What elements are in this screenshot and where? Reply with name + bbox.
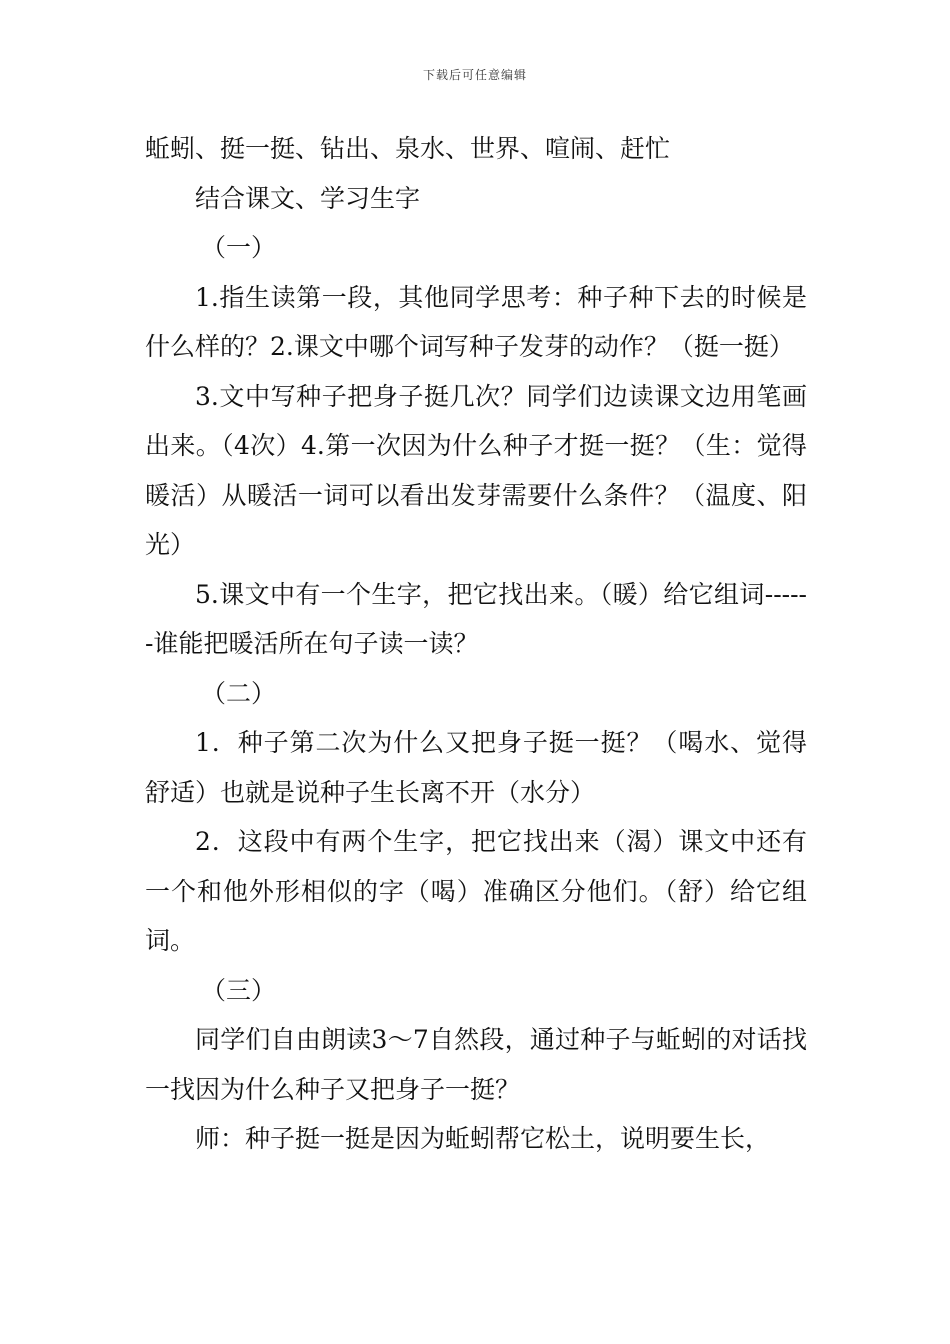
vocabulary-line: 蚯蚓、挺一挺、钻出、泉水、世界、喧闹、赶忙 <box>145 134 671 163</box>
paragraph: 1．种子第二次为什么又把身子挺一挺？（喝水、觉得舒适）也就是说种子生长离不开（水分） <box>145 728 807 807</box>
paragraph: 5.课文中有一个生字，把它找出来。（暖）给它组词------谁能把暖活所在句子读一读？ <box>145 579 807 658</box>
section-heading: 结合课文、学习生字 <box>195 183 421 213</box>
page-header: 下载后可任意编辑 <box>422 68 527 82</box>
paragraph: 师：种子挺一挺是因为蚯蚓帮它松土，说明要生长， <box>195 1124 771 1153</box>
part-three-label: （三） <box>201 975 277 1005</box>
paragraph: 同学们自由朗读3～7自然段，通过种子与蚯蚓的对话找一找因为什么种子又把身子一挺？ <box>145 1025 807 1104</box>
document-body <box>145 124 807 1164</box>
paragraph: 2．这段中有两个生字，把它找出来（渴）课文中还有一个和他外形相似的字（喝）准确区分他们。（舒）给它组词。 <box>145 827 807 955</box>
part-one-label: （一） <box>201 233 277 262</box>
part-two-label: （二） <box>201 678 277 708</box>
paragraph: 3.文中写种子把身子挺几次？同学们边读课文边用笔画出来。（4次）4.第一次因为什么种子才挺一挺？（生：觉得暖活）从暖活一词可以看出发芽需要什么条件？（温度、阳光） <box>145 381 807 559</box>
paragraph: 1.指生读第一段，其他同学思考：种子种下去的时候是什么样的？2.课文中哪个词写种子发芽的动作？（挺一挺） <box>145 282 807 361</box>
